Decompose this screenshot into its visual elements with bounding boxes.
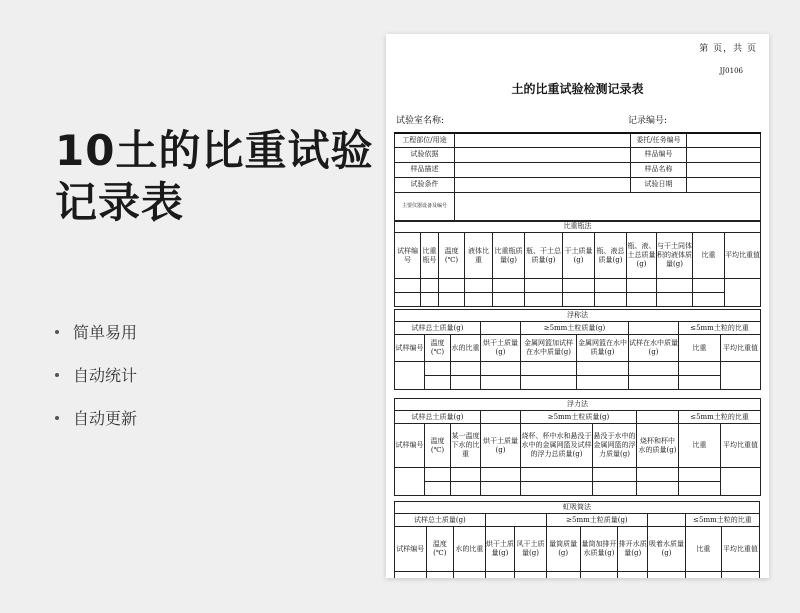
table-row (395, 362, 761, 376)
lt5-density-label: ≤5mm土粒的比重 (679, 322, 761, 335)
col-header: 平均比重值 (721, 527, 759, 572)
info-label: 工程部位/用途 (395, 133, 455, 147)
col-header: 瓶、干土总质量(g) (525, 233, 563, 279)
total-mass-value[interactable] (485, 514, 546, 527)
col-header: 悬没于水中的金属网篮的浮力质量(g) (593, 424, 637, 468)
col-header: 比重 (685, 527, 721, 572)
section-title: 浮称法 (395, 310, 761, 322)
info-label: 主要仪器设备及编号 (395, 192, 455, 221)
col-header: 温度(℃) (425, 424, 451, 468)
col-header: 比重瓶号 (421, 233, 439, 279)
col-header: 排开水质量(g) (618, 527, 648, 572)
doc-title: 土的比重试验检测记录表 (511, 82, 644, 96)
bullet-icon (55, 373, 59, 377)
info-value[interactable] (687, 147, 761, 162)
col-header: 试样在水中质量(g) (629, 335, 679, 362)
col-header: 比重瓶质量(g) (493, 233, 525, 279)
col-header: 比重 (679, 335, 721, 362)
table-row (395, 279, 761, 293)
feature-item: 简单易用 (55, 310, 137, 353)
section-title: 比重瓶法 (395, 221, 761, 233)
col-header: 量筒质量(g) (546, 527, 580, 572)
col-header: 烘干土质量(g) (481, 335, 521, 362)
col-header: 与干土同体积的液体质量(g) (657, 233, 693, 279)
col-header: 平均比重值 (725, 233, 761, 279)
col-header: 比重 (679, 424, 721, 468)
total-mass-value[interactable] (481, 411, 521, 424)
col-header: 量筒加排开水质量(g) (580, 527, 618, 572)
doc-number: JJ0106 (719, 67, 743, 75)
info-value[interactable] (687, 162, 761, 177)
lt5-density-label: ≤5mm土粒的比重 (685, 514, 759, 527)
col-header: 试样编号 (395, 424, 425, 468)
feature-item: 自动统计 (55, 353, 137, 396)
col-header: 干土质量(g) (563, 233, 595, 279)
info-label: 样品编号 (631, 147, 687, 162)
buoyancy-method-table (394, 398, 761, 496)
ge5-mass-value[interactable] (637, 411, 679, 424)
col-header: 瓶、液、土总质量(g) (627, 233, 657, 279)
float-method-table (394, 309, 761, 390)
ge5-mass-label: ≥5mm土粒质量(g) (521, 322, 629, 335)
col-header: 风干土质量(g) (515, 527, 547, 572)
col-header: 温度(℃) (426, 527, 453, 572)
info-label: 试验日期 (631, 177, 687, 192)
bottle-method-table (394, 220, 761, 307)
col-header: 比重 (693, 233, 725, 279)
lab-name-label: 试验室名称: (396, 116, 445, 126)
col-header: 温度(℃) (439, 233, 465, 279)
bullet-icon (55, 330, 59, 334)
section-title: 浮力法 (395, 399, 761, 411)
promo-title (55, 125, 373, 229)
table-row (395, 482, 761, 496)
ge5-mass-value[interactable] (629, 322, 679, 335)
col-header: 平均比重值 (721, 424, 761, 468)
total-mass-label: 试样总土质量(g) (395, 322, 481, 335)
info-value[interactable] (687, 177, 761, 192)
info-value[interactable] (455, 162, 631, 177)
col-header: 水的比重 (454, 527, 486, 572)
siphon-method-table (394, 501, 760, 578)
total-mass-label: 试样总土质量(g) (395, 411, 481, 424)
col-header: 试样编号 (395, 527, 427, 572)
col-header: 烧杯和杯中水的质量(g) (637, 424, 679, 468)
feature-list (55, 310, 137, 439)
total-mass-value[interactable] (481, 322, 521, 335)
info-label: 样品描述 (395, 162, 455, 177)
col-header: 烘干土质量(g) (485, 527, 515, 572)
info-value[interactable] (455, 147, 631, 162)
col-header: 金属网篮加试样在水中质量(g) (521, 335, 577, 362)
document-page (386, 34, 769, 578)
col-header: 吸着水质量(g) (648, 527, 686, 572)
promo-title-line1: 10土的比重试验 (55, 126, 374, 175)
feature-item: 自动更新 (55, 396, 137, 439)
info-label: 委托/任务编号 (631, 133, 687, 147)
info-label: 试验依据 (395, 147, 455, 162)
col-header: 烘干土质量(g) (481, 424, 521, 468)
total-mass-label: 试样总土质量(g) (395, 514, 486, 527)
col-header: 液体比重 (465, 233, 493, 279)
col-header: 瓶、液总质量(g) (595, 233, 627, 279)
table-row (395, 572, 760, 579)
col-header: 某一温度下水的比重 (451, 424, 481, 468)
page-info: 第 页，共 页 (699, 44, 757, 54)
ge5-mass-value[interactable] (648, 514, 686, 527)
record-number-label: 记录编号: (628, 116, 668, 126)
col-header: 金属网篮在水中质量(g) (577, 335, 629, 362)
table-row (395, 376, 761, 390)
lt5-density-label: ≤5mm土粒的比重 (679, 411, 761, 424)
col-header: 水的比重 (451, 335, 481, 362)
bullet-icon (55, 416, 59, 420)
col-header: 烧杯、杯中水和悬没于水中的金属网篮及试样的浮力总质量(g) (521, 424, 593, 468)
ge5-mass-label: ≥5mm土粒质量(g) (521, 411, 637, 424)
info-value[interactable] (455, 133, 631, 147)
col-header: 试样编号 (395, 335, 425, 362)
col-header: 试样编号 (395, 233, 421, 279)
table-row (395, 468, 761, 482)
info-value[interactable] (687, 133, 761, 147)
info-value[interactable] (455, 192, 761, 221)
col-header: 温度(℃) (425, 335, 451, 362)
info-label: 试验条件 (395, 177, 455, 192)
table-row (395, 293, 761, 307)
info-value[interactable] (455, 177, 631, 192)
col-header: 平均比重值 (721, 335, 761, 362)
promo-title-line2: 记录表 (55, 178, 185, 227)
section-title: 虹吸筒法 (395, 502, 760, 514)
info-label: 样品名称 (631, 162, 687, 177)
ge5-mass-label: ≥5mm土粒质量(g) (546, 514, 647, 527)
info-table (394, 132, 761, 222)
